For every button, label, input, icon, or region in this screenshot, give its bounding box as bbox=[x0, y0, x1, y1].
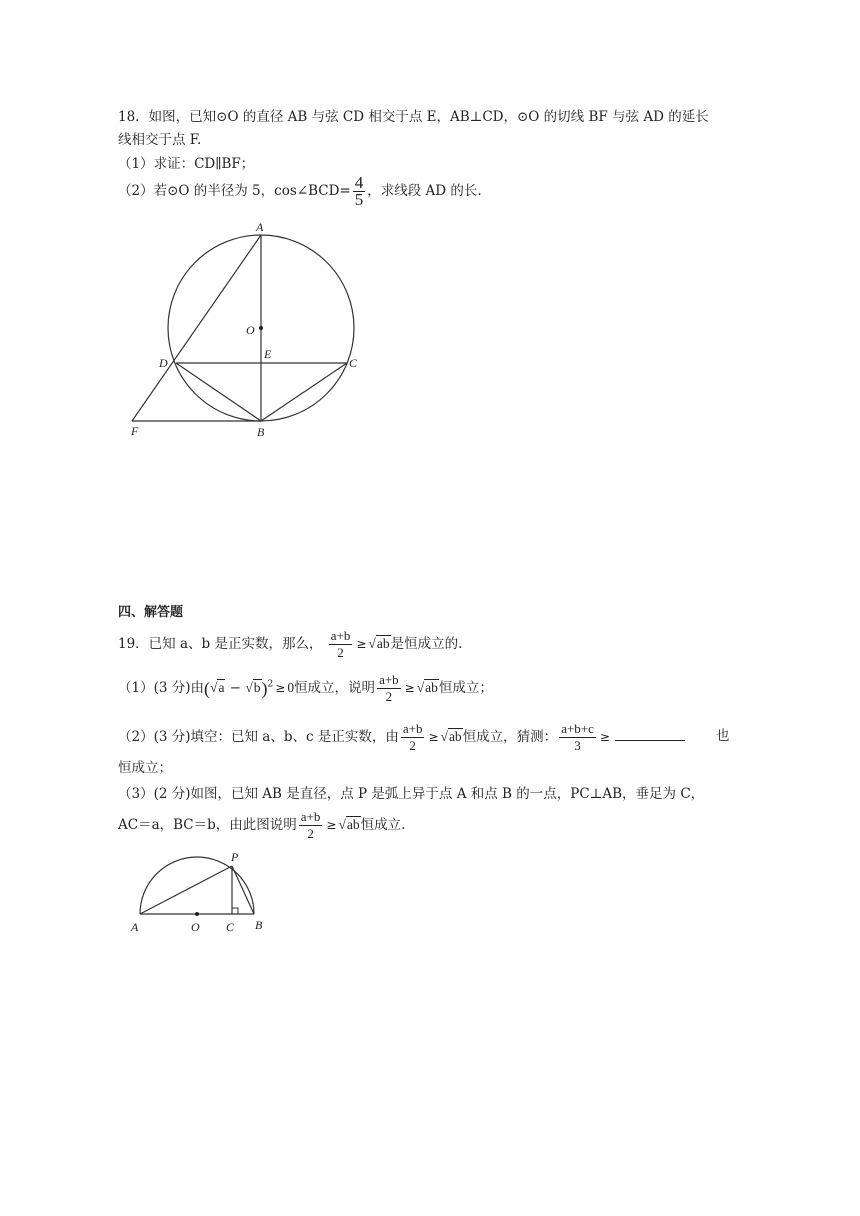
frac-den: 2 bbox=[337, 645, 344, 660]
q19-p3-pre: AC＝a，BC＝b，由此图说明 bbox=[118, 817, 297, 833]
ge-sign: ≥ bbox=[428, 730, 439, 744]
sqrt-ab: √ab bbox=[338, 817, 360, 832]
frac-num: a+b+c bbox=[561, 721, 594, 736]
frac-den: 3 bbox=[574, 738, 581, 753]
segment-ap bbox=[140, 866, 232, 914]
q19-p3-post: 恒成立. bbox=[360, 817, 406, 833]
paren-close: ) bbox=[261, 678, 268, 699]
q18-figure bbox=[125, 218, 375, 443]
ge-sign: ≥ bbox=[275, 681, 286, 695]
frac-ab-2 bbox=[401, 722, 425, 753]
label-a: A bbox=[131, 920, 139, 934]
q19-part2 bbox=[118, 722, 688, 753]
q18-line2: 线相交于点 F. bbox=[118, 132, 202, 148]
frac-num: a+b bbox=[330, 628, 351, 643]
zero: 0 bbox=[287, 680, 295, 695]
cos-fraction bbox=[353, 173, 366, 209]
q19-intro bbox=[118, 629, 462, 660]
label-c: C bbox=[226, 920, 235, 934]
answer-blank[interactable] bbox=[615, 728, 685, 741]
line-af bbox=[132, 235, 261, 421]
segment-pb bbox=[232, 866, 254, 914]
q18-part2-post: ，求线段 AD 的长. bbox=[367, 183, 482, 199]
label-c: C bbox=[349, 356, 358, 370]
sqrt-radicand: ab bbox=[425, 680, 438, 695]
frac-den: 2 bbox=[409, 738, 416, 753]
label-b: B bbox=[255, 918, 263, 932]
cos-fraction-num: 4 bbox=[354, 173, 364, 192]
q18-part2 bbox=[118, 173, 482, 209]
ge-sign: ≥ bbox=[599, 730, 610, 744]
label-o: O bbox=[246, 323, 255, 337]
frac-den: 2 bbox=[307, 826, 314, 841]
label-a: A bbox=[256, 220, 264, 234]
label-o: O bbox=[191, 920, 200, 934]
q19-intro-pre: 19．已知 a、b 是正实数，那么， bbox=[118, 636, 323, 652]
cos-fraction-den: 5 bbox=[354, 190, 364, 209]
sqrt-a: √a bbox=[210, 680, 225, 695]
sqrt-radicand: ab bbox=[346, 817, 360, 832]
frac-ab-2 bbox=[329, 629, 353, 660]
label-d: D bbox=[159, 356, 168, 370]
q19-p1-post: 恒成立； bbox=[438, 680, 493, 696]
ge-sign: ≥ bbox=[404, 681, 415, 695]
ge-sign: ≥ bbox=[326, 818, 337, 832]
segment-db bbox=[176, 363, 261, 421]
segment-cb bbox=[261, 363, 347, 421]
frac-den: 2 bbox=[385, 689, 393, 704]
label-p: P bbox=[231, 850, 239, 864]
sqrt-ab: √ab bbox=[416, 680, 438, 695]
minus-sign: − bbox=[225, 680, 246, 696]
q19-p3-line2 bbox=[118, 810, 405, 841]
center-dot bbox=[259, 326, 263, 330]
q19-p2-also: 也 bbox=[716, 728, 730, 744]
label-b: B bbox=[257, 425, 265, 439]
q19-p1-pre: （1）(3 分)由 bbox=[118, 680, 205, 696]
q18-part2-pre: （2）若⊙O 的半径为 5，cos∠BCD= bbox=[118, 183, 351, 199]
sqrt-radicand: ab bbox=[376, 636, 390, 651]
right-angle-mark bbox=[232, 908, 238, 914]
q18-part1: （1）求证：CD∥BF； bbox=[118, 156, 255, 172]
label-e: E bbox=[264, 347, 272, 361]
q19-p2-line2: 恒成立； bbox=[118, 760, 172, 776]
frac-ab-2 bbox=[299, 810, 323, 841]
sqrt-ab: √ab bbox=[368, 636, 390, 651]
sqrt-a-radicand: a bbox=[218, 680, 225, 695]
q19-part1 bbox=[118, 673, 493, 704]
frac-num: a+b bbox=[402, 721, 423, 736]
sqrt-b: √b bbox=[245, 680, 261, 695]
q19-p1-mid: 恒成立，说明 bbox=[294, 680, 376, 696]
q19-p3-line1: （3）(2 分)如图，已知 AB 是直径，点 P 是弧上异于点 A 和点 B 的一点，PC⊥AB，垂足为 C， bbox=[118, 786, 705, 802]
frac-ab-2 bbox=[377, 673, 401, 704]
q19-p2-pre: （2）(3 分)填空：已知 a、b、c 是正实数，由 bbox=[118, 729, 399, 745]
paren-open: ( bbox=[204, 678, 211, 699]
q19-p2-mid: 恒成立，猜测： bbox=[462, 729, 558, 745]
q19-figure bbox=[128, 848, 278, 938]
exponent: 2 bbox=[267, 679, 274, 690]
label-f: F bbox=[131, 424, 139, 438]
sqrt-radicand: ab bbox=[448, 729, 462, 744]
frac-num: a+b bbox=[379, 672, 399, 687]
frac-abc-3 bbox=[559, 722, 596, 753]
ge-sign: ≥ bbox=[356, 637, 367, 651]
sqrt-b-radicand: b bbox=[253, 680, 261, 695]
frac-num: a+b bbox=[300, 809, 321, 824]
q19-intro-post: 是恒成立的. bbox=[390, 636, 463, 652]
section-heading: 四、解答题 bbox=[118, 605, 184, 620]
sqrt-ab: √ab bbox=[440, 729, 462, 744]
center-dot bbox=[195, 912, 199, 916]
q18-line1: 18．如图，已知⊙O 的直径 AB 与弦 CD 相交于点 E，AB⊥CD，⊙O 的切线 BF 与弦 AD 的延长 bbox=[118, 109, 709, 125]
